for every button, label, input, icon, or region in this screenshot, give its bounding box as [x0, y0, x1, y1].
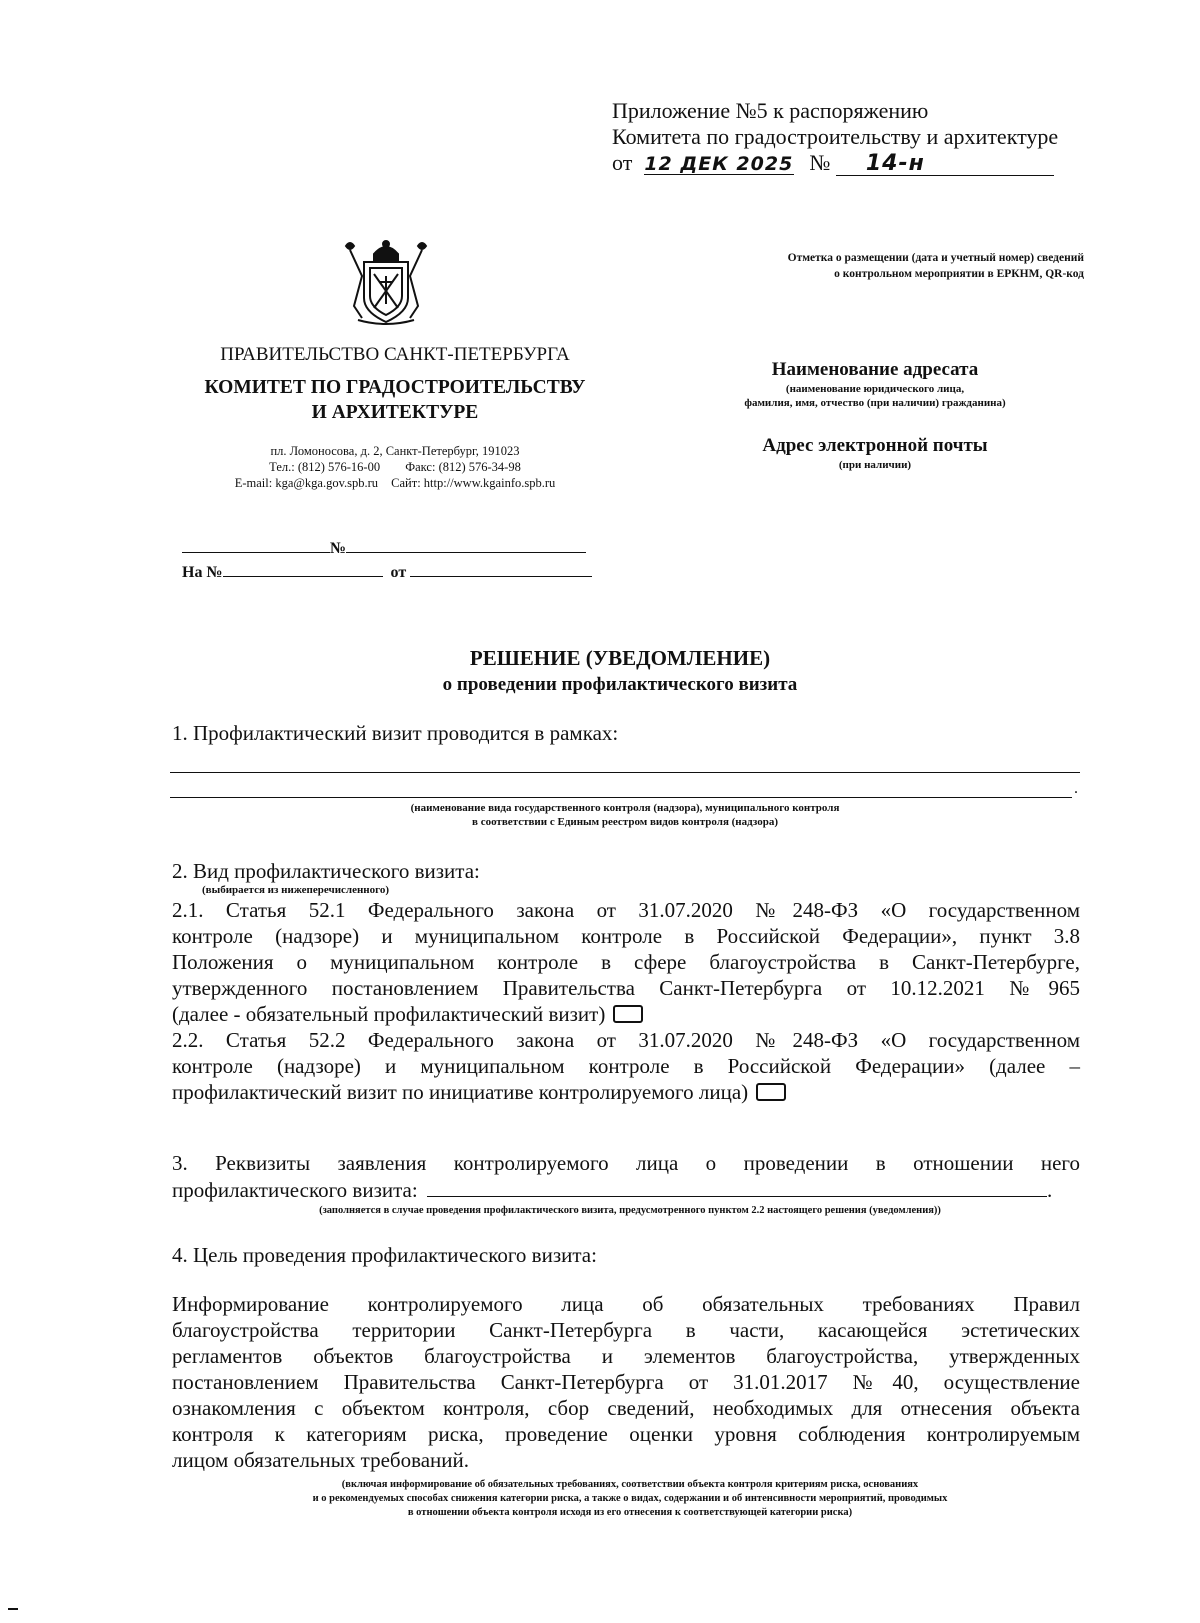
section-2-p1-line-3: Положения о муниципальном контроле в сфере благоустройства в Санкт-Петербурге,	[172, 950, 1080, 974]
section-4-line-6: контроля к категориям риска, проведение оценки уровня соблюдения контролируемым	[172, 1422, 1080, 1446]
section-4-line-5: ознакомления с объектом контроля, сбор сведений, необходимых для отнесения объекта	[172, 1396, 1080, 1420]
document-title-line-1: РЕШЕНИЕ (УВЕДОМЛЕНИЕ)	[469, 646, 771, 670]
appendix-block	[612, 98, 1192, 176]
section-3-line-1: 3. Реквизиты заявления контролируемого лица о проведении в отношении него	[172, 1151, 1080, 1175]
section-1-hint-line-1: (наименование вида государственного контроля (надзора), муниципального контроля	[410, 802, 840, 814]
registration-ref-label: На №	[182, 564, 223, 581]
section-3-application-field	[427, 1176, 1047, 1197]
section-2-p1-line-1: 2.1. Статья 52.1 Федерального закона от 31.07.2020 №248-ФЗ «О государственном	[172, 898, 1080, 922]
section-2	[172, 858, 1080, 1105]
sender-email: E-mail: kga@kga.gov.spb.ru	[234, 476, 379, 490]
section-1-hint-line-2: в соответствии с Единым реестром видов контроля (надзора)	[472, 816, 778, 828]
section-1-hint	[170, 801, 1080, 829]
addressee-email-title: Адрес электронной почты	[762, 435, 988, 456]
option-mandatory-visit-checkbox[interactable]	[613, 1005, 643, 1023]
registration-number-field	[346, 536, 586, 553]
section-2-p2-line-2: контроле (надзоре) и муниципальном контроле в Российской Федерации» (далее –	[172, 1054, 1080, 1078]
appendix-date-line	[612, 150, 1192, 176]
registration-from-label: от	[390, 564, 407, 581]
section-3-label: профилактического визита:	[172, 1178, 418, 1202]
section-4-hint-line-1: (включая информирование об обязательных требованиях, соответствии объекта контроля критериям риска, основаниях	[341, 1479, 919, 1490]
section-4-line-2: благоустройства территории Санкт-Петербурга в части, касающейся эстетических	[172, 1318, 1080, 1342]
placement-note	[684, 250, 1084, 282]
appendix-date-prefix: от	[612, 150, 633, 175]
section-2-p1-line-2: контроле (надзоре) и муниципальном контроле в Российской Федерации», пункт 3.8	[172, 924, 1080, 948]
section-3	[172, 1150, 1080, 1203]
appendix-date-field: 12 ДЕК 2025	[644, 153, 794, 175]
sender-site: Сайт: http://www.kgainfo.spb.ru	[391, 476, 556, 490]
placement-note-line-1: Отметка о размещении (дата и учетный номер) сведений	[787, 252, 1084, 264]
option-initiative-visit-checkbox[interactable]	[756, 1083, 786, 1101]
section-1-title: 1. Профилактический визит проводится в рамках:	[172, 721, 619, 745]
section-4-body	[172, 1291, 1080, 1473]
appendix-number-field: 14-н	[836, 153, 1054, 176]
section-4-hint-line-3: в отношении объекта контроля исходя из его отнесения к соответствующей категории риска)	[407, 1507, 853, 1518]
committee-name-line-1: КОМИТЕТ ПО ГРАДОСТРОИТЕЛЬСТВУ	[204, 377, 586, 398]
registration-block	[182, 536, 612, 584]
section-3-hint: (заполняется в случае проведения профилактического визита, предусмотренного пунктом 2.2 настоящего решения (уведомления))	[319, 1205, 941, 1216]
sender-block	[160, 343, 630, 491]
appendix-line-1: Приложение №5 к распоряжению	[612, 98, 929, 123]
section-4-line-4: постановлением Правительства Санкт-Петербурга от 31.01.2017 №40, осуществление	[172, 1370, 1080, 1394]
section-4-hint	[160, 1478, 1100, 1520]
section-4-line-1: Информирование контролируемого лица об обязательных требованиях Правил	[172, 1292, 1080, 1316]
document-title-line-2: о проведении профилактического визита	[442, 674, 798, 695]
section-2-p1-last: (далее - обязательный профилактический визит)	[172, 1002, 606, 1026]
section-2-p1-last-line	[172, 1001, 1080, 1027]
addressee-email-hint: (при наличии)	[838, 459, 912, 471]
section-2-p1-line-4: утвержденного постановлением Правительства Санкт-Петербурга от 10.12.2021 №965	[172, 976, 1080, 1000]
section-1-blank-line-2	[170, 797, 1072, 798]
sender-phone-fax	[160, 459, 630, 475]
section-1-blank-line-1	[170, 772, 1080, 773]
addressee-hint-line-2: фамилия, имя, отчество (при наличии) гражданина)	[744, 397, 1006, 409]
scan-edge-mark	[8, 1608, 18, 1610]
section-2-p2-last-line	[172, 1079, 1080, 1105]
coat-of-arms-emblem	[340, 236, 432, 328]
section-4-title: 4. Цель проведения профилактического визита:	[172, 1243, 597, 1267]
sender-fax: Факс: (812) 576-34-98	[405, 460, 521, 474]
section-3-end-mark: .	[1046, 1178, 1053, 1202]
appendix-number-sign: №	[809, 150, 831, 175]
sender-phone: Тел.: (812) 576-16-00	[269, 460, 381, 474]
section-4-last-line: лицом обязательных требований.	[172, 1448, 470, 1472]
registration-from-field	[410, 560, 592, 577]
section-4-hint-line-2: и о рекомендуемых способах снижения категории риска, а также о видах, содержании и об интенсивности мероприятий, проводимых	[312, 1493, 948, 1504]
registration-ref-line	[182, 560, 612, 584]
addressee-hint-line-1: (наименование юридического лица,	[785, 383, 965, 395]
document-title	[160, 644, 1080, 698]
registration-date-field	[182, 536, 330, 553]
placement-note-line-2: о контрольном мероприятии в ЕРКНМ, QR-код	[834, 268, 1084, 280]
section-2-hint: (выбирается из нижеперечисленного)	[202, 884, 390, 896]
section-2-p2-line-1: 2.2. Статья 52.2 Федерального закона от 31.07.2020 №248-ФЗ «О государственном	[172, 1028, 1080, 1052]
registration-number-line	[182, 536, 612, 560]
appendix-line-2: Комитета по градостроительству и архитектуре	[612, 124, 1059, 149]
addressee-block	[660, 358, 1090, 472]
addressee-title: Наименование адресата	[771, 359, 979, 380]
registration-ref-field	[223, 560, 383, 577]
section-2-title: 2. Вид профилактического визита:	[172, 859, 480, 883]
committee-name-line-2: И АРХИТЕКТУРЕ	[311, 402, 479, 423]
section-4-line-3: регламентов объектов благоустройства и элементов благоустройства, утвержденных	[172, 1344, 1080, 1368]
sender-address: пл. Ломоносова, д. 2, Санкт-Петербург, 191023	[270, 444, 520, 458]
registration-number-sign: №	[330, 540, 347, 557]
sender-email-site	[160, 475, 630, 491]
section-1-end-mark: .	[1074, 780, 1078, 797]
section-3-line-2	[172, 1176, 1080, 1203]
section-2-p2-last: профилактический визит по инициативе контролируемого лица)	[172, 1080, 749, 1104]
government-name: ПРАВИТЕЛЬСТВО САНКТ-ПЕТЕРБУРГА	[220, 344, 570, 365]
